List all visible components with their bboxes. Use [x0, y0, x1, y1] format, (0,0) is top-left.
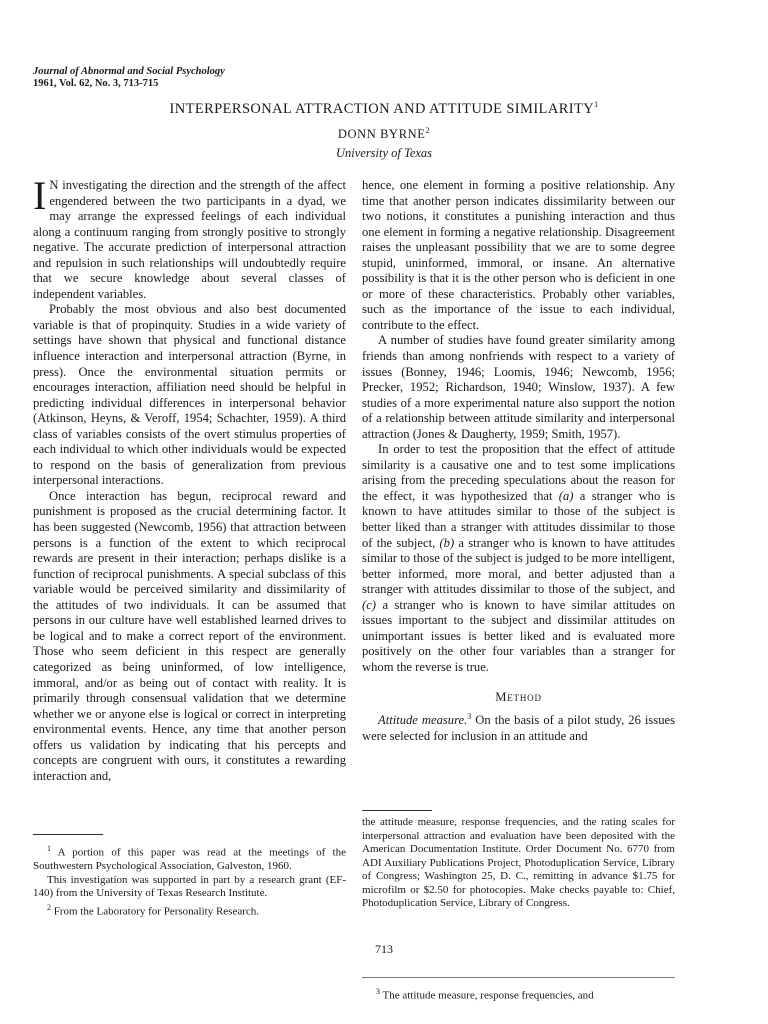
right-p4-text: On the basis of a pilot study, 26 issues were selected for inclusion in an attitude and: [362, 713, 675, 743]
hypothesis-intro: In order to test the proposition that the effect of attitude similarity is a causative one and to test some implications arising from the preceding speculations about the reason for the effect, it was hypothesized that: [362, 442, 675, 503]
left-paragraph-3: Once interaction has begun, reciprocal reward and punishment is proposed as the crucial determining factor. It has been suggested (Newcomb, 1956) that attraction between persons is a function of the extent to which reciprocal rewards are present in their interaction; perhaps dislike is a function of reciprocal punishments. A special subclass of this variable would be perceived similarity and dissimilarity of the attitudes of two individuals. It can be assumed that persons in our culture have well established learned drives to be logical and to make a correct report of the environment. Those who seem deficient in this respect are generally categorized as being uninformed, of low intelligence, immoral, and/or as being out of contact with reality. It is primarily through consensual validation that we determine whether we or anyone else is logical or correct in interpreting environmental events. Hence, any time that another person offers us validation by indicating that his percepts and concepts are congruent with ours, it constitutes a rewarding interaction and,: [33, 488, 346, 783]
hypothesis-label-b: (b): [439, 535, 455, 550]
drop-cap-rest: N: [49, 178, 59, 192]
footnote-2-mark: 2: [47, 902, 51, 912]
right-column: [362, 178, 675, 744]
right-footnote-3: [362, 985, 675, 1003]
affiliation: University of Texas: [335, 146, 433, 160]
footnote-1b: This investigation was supported in part by a research grant (EF-140) from the University of Texas Research Institute.: [33, 873, 346, 900]
right-footnote-continuation: [362, 816, 675, 911]
hypothesis-b: a stranger who is known to have attitudes similar to those of the subject is judged to be more intelligent, better informed, more moral, and better adjusted than a stranger with attitudes dissimilar to those of the subject, and: [362, 535, 675, 597]
title-footnote-mark: 1: [594, 100, 599, 109]
journal-header: [33, 66, 225, 90]
journal-name: Journal of Abnormal and Social Psychology: [33, 66, 225, 77]
hypothesis-label-c: (c): [362, 597, 376, 612]
left-paragraph-1: [33, 173, 346, 302]
footnote-3-mark: 3: [376, 987, 380, 996]
hypothesis-a: a stranger who is known to have attitudes similar to those of the subject is better liked than a stranger with attitudes dissimilar to those of the subject,: [362, 488, 675, 550]
drop-cap: I: [33, 173, 47, 218]
right-paragraph-1: hence, one element in forming a positive relationship. Any time that another person indicates dissimilarity between our two notions, it constitutes a punishing interaction and thus one element in forming a negative relationship. Disagreement raises the unpleasant possibility that we are to some degree stupid, uninformed, immoral, or insane. An alternative possibility is that it is the other person who is deficient in one or more of these characteristics. Probably other variables, such as the importance of the issue to each individual, contribute to the effect.: [362, 178, 675, 332]
hypothesis-c: a stranger who is known to have similar attitudes on issues important to the subject and dissimilar attitudes on unimportant issues is better liked and is evaluated more positively on the other four variables than a stranger for whom the reverse is true.: [362, 597, 675, 674]
journal-info: 1961, Vol. 62, No. 3, 713-715: [33, 78, 159, 89]
method-heading: Method: [495, 689, 542, 704]
footnote-2-text: From the Laboratory for Personality Research.: [51, 905, 260, 918]
left-paragraph-2: Probably the most obvious and also best documented variable is that of propinquity. Studies in a wide variety of settings have shown that physical and functional distance influence interaction and interpersonal attraction (Byrne, in press). Once the environmental situation permits or encourages interaction, affiliation need should be helpful in predicting individual differences in interpersonal behavior (Atkinson, Heyns, & Veroff, 1954; Schachter, 1959). A third class of variables consists of the overt stimulus properties of each individual to which other individuals would be expected to respond on the basis of generalization from previous interpersonal interactions.: [33, 302, 346, 488]
right-paragraph-3: [362, 442, 675, 675]
footnote-2: [33, 901, 346, 919]
right-paragraph-2: A number of studies have found greater similarity among friends than among nonfriends with respect to a variety of issues (Bonney, 1946; Loomis, 1946; Newcomb, 1956; Precker, 1952; Richardson, 1940; Winslow, 1937). A few studies of a more experimental nature also support the notion of a relationship between attitude similarity and interpersonal attraction (Jones & Daugherty, 1959; Smith, 1957).: [362, 333, 675, 441]
footnote-3: [362, 985, 675, 1003]
footnote-rule-bottom: [362, 977, 675, 978]
author: [0, 126, 768, 142]
footnote-1: [33, 842, 346, 874]
author-footnote-mark: 2: [425, 126, 431, 135]
footnote-rule-left: [33, 834, 103, 835]
left-footnotes: [33, 842, 346, 919]
left-column: [33, 173, 346, 784]
footnote-1-mark: 1: [47, 844, 51, 853]
footnote-rule-right: [362, 810, 432, 811]
footnote-1-text: A portion of this paper was read at the meetings of the Southwestern Psychological Association, Galveston, 1960.: [33, 846, 346, 873]
title-text: INTERPERSONAL ATTRACTION AND ATTITUDE SIMILARITY: [169, 100, 595, 117]
attitude-measure-label: Attitude measure.: [378, 713, 468, 728]
attitude-footnote-mark: 3: [467, 712, 472, 722]
hypothesis-label-a: (a): [558, 488, 574, 503]
author-name: DONN BYRNE: [337, 127, 426, 142]
left-p1-text: investigating the direction and the strength of the affect engendered between the two participants in a dyad, we may arrange the expressed feelings of each individual along a continuum ranging from strongly positive to strongly negative. The accurate prediction of interpersonal attraction and repulsion in such relationships will undoubtedly require that we secure knowledge about several classes of independent variables.: [33, 178, 346, 301]
paper-title: [0, 100, 768, 118]
right-paragraph-4: [362, 709, 675, 744]
footnote-3-text: The attitude measure, response frequencies, and: [380, 989, 594, 1002]
page-number: 713: [375, 942, 393, 956]
footnote-3-continued: the attitude measure, response frequencies, and the rating scales for interpersonal attraction and evaluation have been deposited with the American Documentation Institute. Order Document No. 6770 from ADI Auxiliary Publications Project, Photoduplication Service, Library of Congress; Washington 25, D. C., remitting in advance $1.75 for microfilm or $2.50 for photocopies. Make checks payable to: Chief, Photoduplication Service, Library of Congress.: [362, 816, 675, 909]
